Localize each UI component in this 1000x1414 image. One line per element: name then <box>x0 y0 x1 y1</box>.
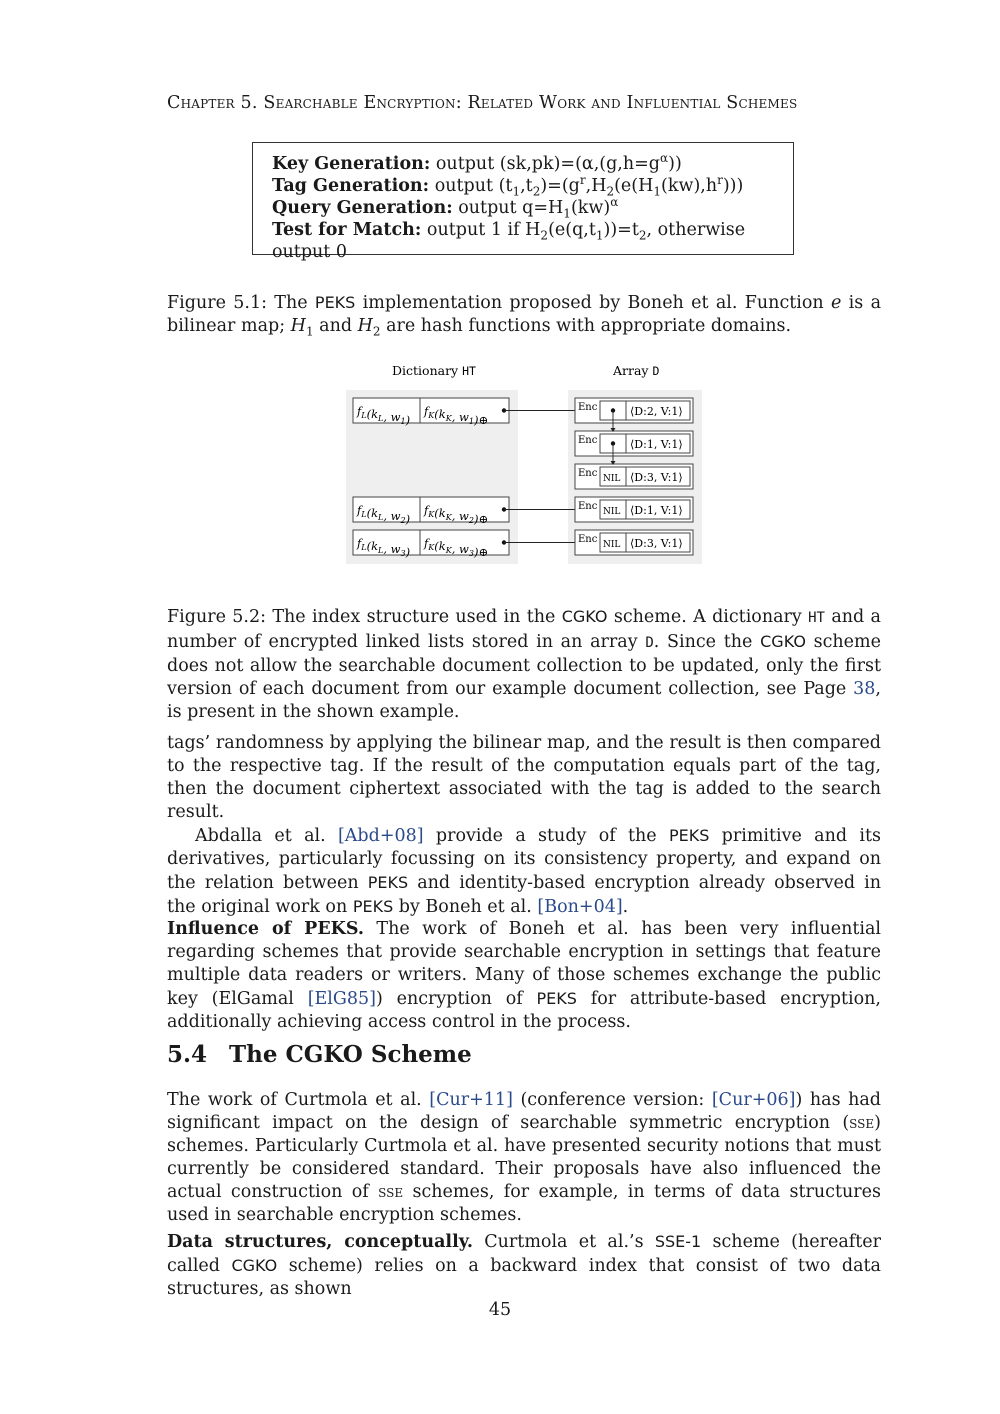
paragraph-heading: Data structures, conceptually. <box>167 1232 473 1252</box>
dict-row <box>353 530 509 559</box>
array-value: ⟨D:1, V:1⟩ <box>630 504 683 517</box>
paragraph-heading: Influence of PEKS. <box>167 919 364 939</box>
enc-label: Enc <box>578 468 598 479</box>
citation-link[interactable]: [Bon+04] <box>537 897 623 917</box>
array-value: ⟨D:3, V:1⟩ <box>630 537 683 550</box>
page-number: 45 <box>488 1300 512 1320</box>
dict-row <box>353 398 509 427</box>
enc-label: Enc <box>578 501 598 512</box>
enc-label: Enc <box>578 402 598 413</box>
data-structures-paragraph: Data structures, conceptually. Curtmola et al.’s SSE-1 scheme (hereafter called CGKO scheme) relies on a backward index that consist of two data structures, as shown <box>167 1232 881 1299</box>
citation-link[interactable]: [Abd+08] <box>337 826 424 846</box>
body-paragraph: tags’ randomness by applying the bilinear map, and the result is then compared to the respective tag. If the result of the computation equals part of the tag, then the document ciphertext associated with the tag is added to the search result. Abdalla et al. [Abd+08] provide a study of the PEKS primitive and its derivatives, particularly focussing on its consistency property, and expand on the relation between PEKS and identity-based encryption already observed in the original work on PEKS by Boneh et al. [Bon+04]. <box>167 733 882 917</box>
figure-5-2-caption: Figure 5.2: The index structure used in the CGKO scheme. A dictionary HT and a number of encrypted linked lists stored in an array D. Since the CGKO scheme does not allow the searchable document collection to be updated, only the first version of each document from our example document collection, see Page 38, is present in the shown example. <box>167 607 881 722</box>
body-paragraph: The work of Curtmola et al. [Cur+11] (conference version: [Cur+06]) has had significant impact on the design of searchable symmetric encryption (sse) schemes. Particularly Curtmola et al. have presented security notions that must currently be considered standard. Their proposals have also influenced the actual construction of sse schemes, for example, in terms of data structures used in searchable encryption schemes. <box>167 1090 881 1225</box>
influence-paragraph: Influence of PEKS. The work of Boneh et al. has been very influential regarding schemes that provide searchable encryption in settings that feature multiple data readers or writers. Many of those schemes exchange the public key (ElGamal [ElG85]) encryption of PEKS for attribute-based encryption, additionally achieving access control in the process. <box>167 919 882 1032</box>
running-header: Chapter 5. Searchable Encryption: Related Work and Influential Schemes <box>167 93 798 113</box>
dict-cell-right: $f_K(k_K$, $w_1)\oplus$ <box>424 404 489 427</box>
citation-link[interactable]: [Cur+06] <box>711 1090 796 1110</box>
nil-pointer: NIL <box>603 474 621 484</box>
dict-cell-left: $f_L(k_L$, $w_1$) <box>357 404 411 427</box>
page-ref-link[interactable]: 38 <box>853 679 876 699</box>
array-row <box>575 530 693 555</box>
dict-cell-right: $f_K(k_K$, $w_3)\oplus$ <box>424 536 489 559</box>
array-row <box>575 464 693 489</box>
array-value: ⟨D:1, V:1⟩ <box>630 438 683 451</box>
citation-link[interactable]: [ElG85] <box>307 989 376 1009</box>
section-heading: 5.4 The CGKO Scheme <box>167 1041 472 1068</box>
array-value: ⟨D:3, V:1⟩ <box>630 471 683 484</box>
dict-cell-left: $f_L(k_L$, $w_3$) <box>357 536 411 559</box>
enc-label: Enc <box>578 534 598 545</box>
array-row <box>575 431 693 456</box>
array-row <box>575 398 693 423</box>
enc-label: Enc <box>578 435 598 446</box>
citation-link[interactable]: [Cur+11] <box>429 1090 513 1110</box>
index-structure-diagram <box>340 360 710 570</box>
peks-algorithm-box <box>252 142 794 262</box>
dict-cell-right: $f_K(k_K$, $w_2)\oplus$ <box>424 503 489 526</box>
array-row <box>575 497 693 522</box>
algo-line-querygen: Query Generation: output $q=H_1(kw)^\alpha$ <box>272 195 619 221</box>
array-value: ⟨D:2, V:1⟩ <box>630 405 683 418</box>
dictionary-label: Dictionary HT <box>392 363 476 378</box>
figure-5-1-caption: Figure 5.1: The PEKS implementation proposed by Boneh et al. Function e is a bilinear map; $H_1$ and $H_2$ are hash functions with appropriate domains. <box>167 293 882 339</box>
nil-pointer: NIL <box>603 540 621 550</box>
array-label: Array D <box>613 363 660 378</box>
nil-pointer: NIL <box>603 507 621 517</box>
dict-row <box>353 497 509 526</box>
dict-cell-left: $f_L(k_L$, $w_2$) <box>357 503 411 526</box>
algo-line-taggen: Tag Generation: output $(t_1,t_2)=(g^r,H_2(e(H_1(kw),h^r)))$ <box>272 173 744 199</box>
algo-line-keygen: Key Generation: output $(sk,pk)=(\alpha,(g,h=g^\alpha))$ <box>272 151 682 174</box>
algo-line-test: Test for Match: output 1 if $H_2(e(q,t_1))=t_2$, otherwise output 0 <box>272 220 746 262</box>
